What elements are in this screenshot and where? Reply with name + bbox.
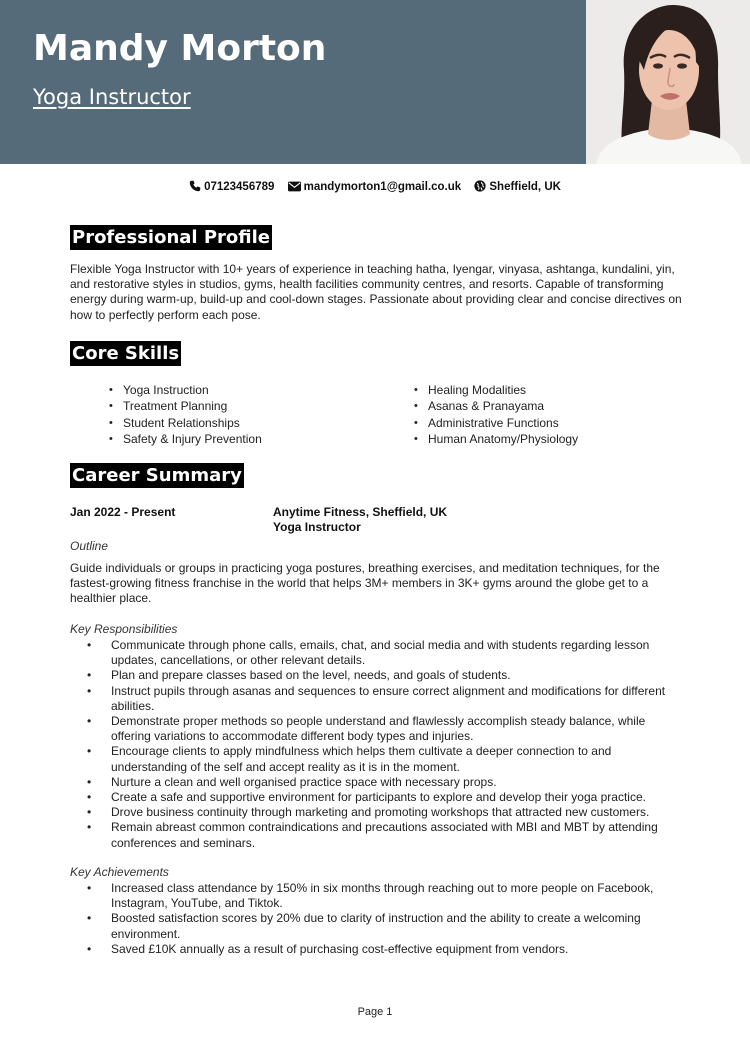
contact-email[interactable] (288, 181, 462, 193)
career-heading: Career Summary (72, 465, 242, 486)
achievements-label: Key Achievements (70, 865, 169, 879)
skills-heading: Core Skills (72, 343, 180, 364)
achievements-list (70, 881, 678, 957)
globe-icon (474, 180, 486, 192)
job-company: Anytime Fitness, Sheffield, UK (273, 505, 448, 519)
list-item: • Create a safe and supportive environment for participants to explore and develop their yoga practice. (70, 790, 678, 805)
skill-item: • Treatment Planning (109, 398, 262, 414)
list-item: • Increased class attendance by 150% in six months through reaching out to more people on Facebook, Instagram, YouTube, and Tiktok. (70, 881, 678, 911)
skill-item: • Healing Modalities (414, 382, 578, 398)
job-role: Yoga Instructor (33, 85, 191, 109)
phone-number: 07123456789 (204, 181, 275, 193)
outline-label: Outline (70, 539, 109, 553)
list-item: • Drove business continuity through marketing and promoting workshops that attracted new customers. (70, 805, 678, 820)
skill-item: • Yoga Instruction (109, 382, 262, 398)
contact-bar (0, 180, 750, 193)
email-address: mandymorton1@gmail.co.uk (303, 181, 462, 193)
responsibilities-label: Key Responsibilities (70, 622, 178, 636)
header-banner (0, 0, 586, 164)
candidate-name: Mandy Morton (33, 28, 327, 69)
list-item: • Remain abreast common contraindications and precautions associated with MBI and MBT by attending conferences and seminars. (70, 820, 678, 850)
profile-text: Flexible Yoga Instructor with 10+ years of experience in teaching hatha, Iyengar, vinyasa, ashtanga, kundalini, yin, and restorative styles in studios, gyms, health facilities community centres, and resorts. Capable of transforming energy during warm-up, build-up and cool-down stages. Passionate about providing clear and concise directives on how to perfectly perform each pose. (70, 262, 682, 322)
responsibilities-list (70, 638, 678, 851)
skills-list-left (109, 382, 262, 447)
page-number: Page 1 (357, 1006, 393, 1018)
profile-photo (586, 0, 750, 164)
location-text: Sheffield, UK (489, 181, 561, 193)
contact-location (474, 180, 561, 193)
list-item: • Instruct pupils through asanas and sequences to ensure correct alignment and modifications for different abilities. (70, 684, 678, 714)
profile-heading: Professional Profile (72, 227, 270, 248)
list-item: • Communicate through phone calls, emails, chat, and social media and with students regarding lesson updates, cancellations, or other relevant details. (70, 638, 678, 668)
job-title: Yoga Instructor (273, 520, 361, 534)
list-item: • Encourage clients to apply mindfulness which helps them cultivate a deeper connection to and understanding of the self and accept reality as it is in the moment. (70, 744, 678, 774)
outline-text: Guide individuals or groups in practicing yoga postures, breathing exercises, and meditation techniques, for the fastest-growing fitness franchise in the world that helps 3M+ members in 3K+ gyms around the globe get to a healthier place. (70, 561, 660, 606)
skill-item: • Human Anatomy/Physiology (414, 431, 578, 447)
list-item: • Demonstrate proper methods so people understand and flawlessly accomplish steady balance, while offering variations to accommodate different body types and injuries. (70, 714, 678, 744)
phone-icon (189, 180, 201, 192)
job-dates: Jan 2022 - Present (70, 505, 176, 519)
list-item: • Saved £10K annually as a result of purchasing cost-effective equipment from vendors. (70, 942, 678, 957)
skill-item: • Safety & Injury Prevention (109, 431, 262, 447)
envelope-icon (288, 181, 301, 192)
skill-item: • Administrative Functions (414, 415, 578, 431)
skills-list-right (414, 382, 578, 447)
contact-phone[interactable] (189, 180, 274, 193)
list-item: • Nurture a clean and well organised practice space with necessary props. (70, 775, 678, 790)
list-item: • Plan and prepare classes based on the level, needs, and goals of students. (70, 668, 678, 683)
list-item: • Boosted satisfaction scores by 20% due to clarity of instruction and the ability to create a welcoming environment. (70, 911, 678, 941)
skill-item: • Asanas & Pranayama (414, 398, 578, 414)
skill-item: • Student Relationships (109, 415, 262, 431)
